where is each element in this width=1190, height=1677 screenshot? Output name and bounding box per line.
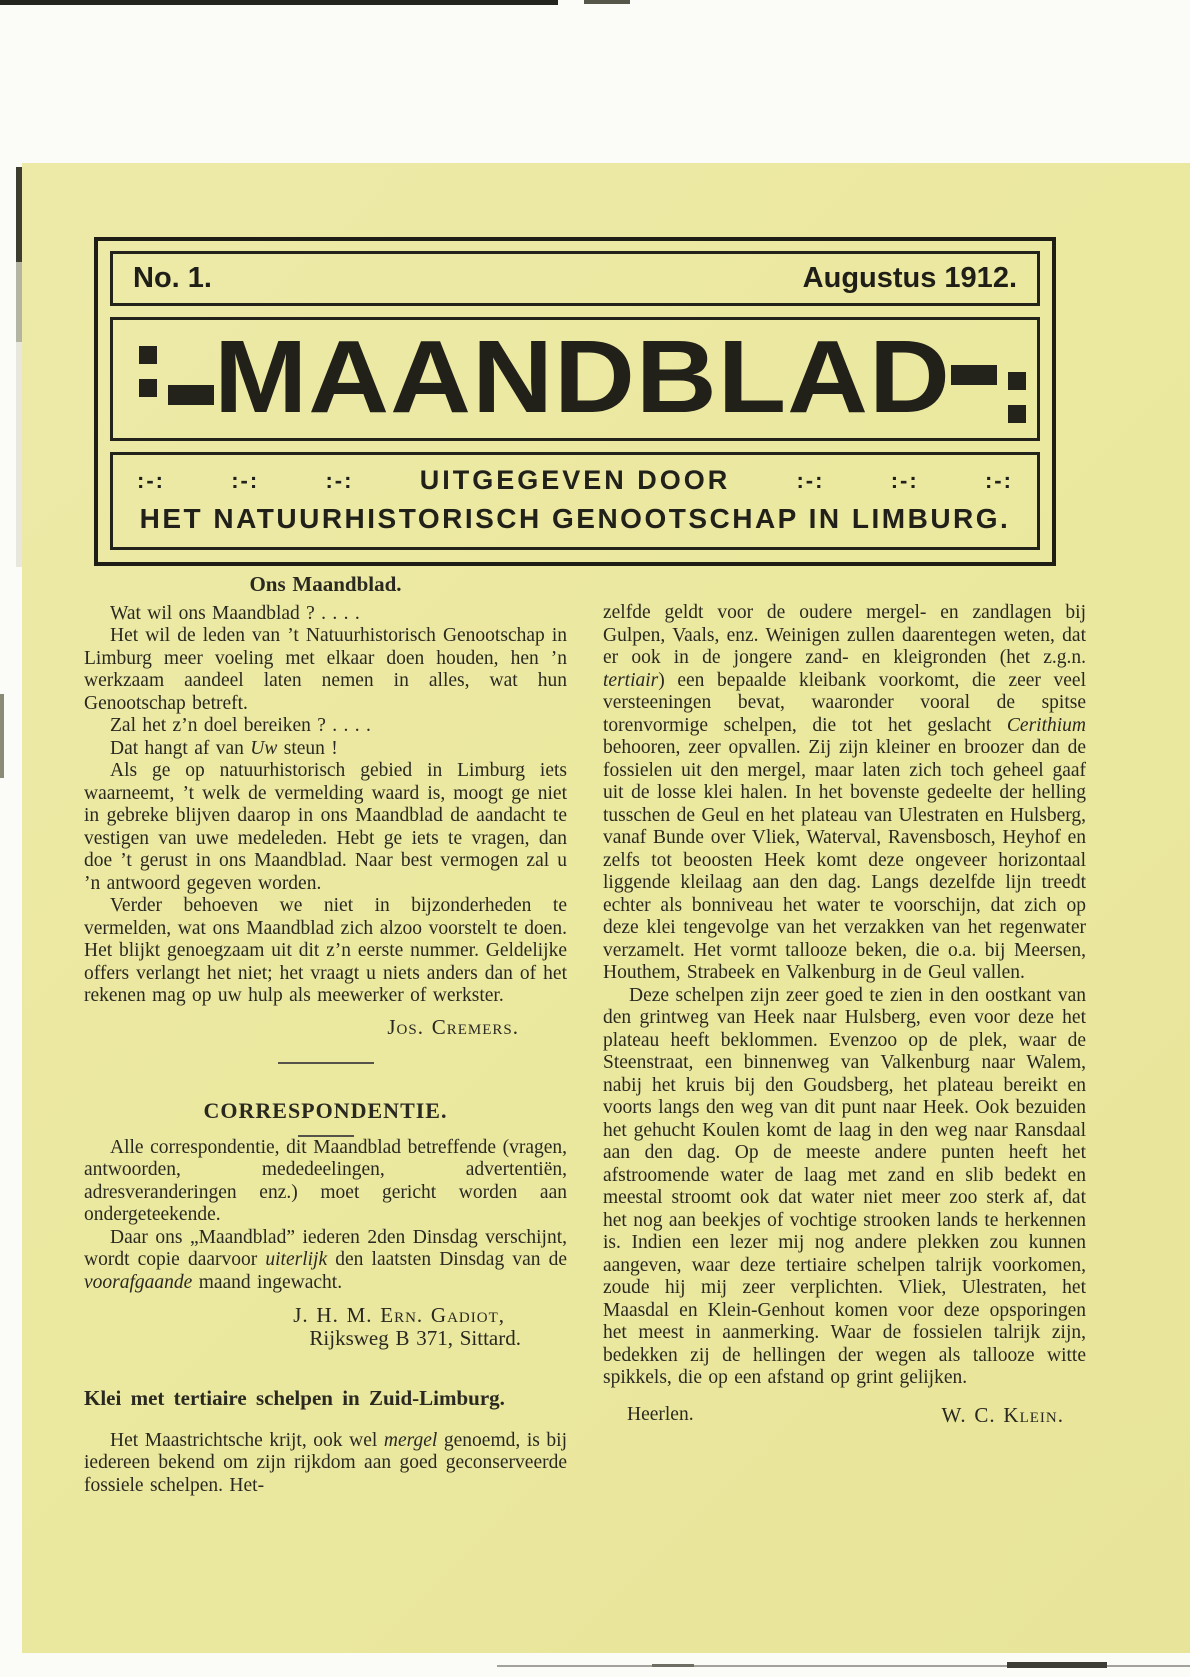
issue-date: Augustus 1912. xyxy=(802,262,1017,294)
article-heading-klei: Klei met tertiaire schelpen in Zuid-Limburg. xyxy=(84,1386,505,1410)
masthead xyxy=(94,237,1056,566)
place-name: Heerlen. xyxy=(627,1403,694,1425)
paragraph: Deze schelpen zijn zeer goed te zien in den oostkant van den grintweg van Heek naar Hulsberg, even voor deze het plateau heeft beklommen. Evenzoo op de plek, waar de Steenstraat, een binnenweg van Valkenburg naar Walem, nabij het kruis bij den Goudsberg, het plateau bereikt en voorts langs den weg van dit punt naar Heek. Ook bezuiden het gehucht Koulen komt de laag in den weg naar Ransdaal aan den dag. Op de meeste andere punten heeft het afstroomende water de laag met zand en slib bedekt en meestal stroomt ook dat water niet meer zoo sterk af, dat het nog aan beekjes of vochtige strooken lands te herkennen is. Indien een lezer mij nog andere plekken zou kunnen aangeven, waar deze tertiaire schelpen talrijk voorkomen, zoude hij mij zeer verplichten. Vliek, Ulestraten, het Maasdal en Klein-Genhout komen voor deze opsporingen het meest in aanmerking. Waar de fossielen talrijk zijn, bedekken zij de hellingen der wegen als tallooze witte spikkels, die op een afstand op grint gelijken. xyxy=(603,984,1086,1388)
paragraph: Alle correspondentie, dit Maandblad betreffende (vragen, antwoorden, mededeelingen, advertentiën, adresveranderingen enz.) moet gericht worden aan ondergeteekende. xyxy=(84,1136,567,1225)
paragraph: Daar ons „Maandblad” iederen 2den Dinsdag verschijnt, wordt copie daarvoor uiterlijk den laatsten Dinsdag van de voorafgaande maand ingewacht. xyxy=(84,1226,568,1293)
signature-gadiot xyxy=(84,1304,567,1349)
deco-mark: :-: xyxy=(325,467,354,493)
deco-mark: :-: xyxy=(890,467,919,493)
publisher-box xyxy=(110,452,1040,550)
paragraph: Het Maastrichtsche krijt, ook wel mergel genoemd, is bij iedereen bekend om zijn rijkdom aan goed geconserveerde fossiele schelpen. Het- xyxy=(84,1429,567,1496)
publisher-name: HET NATUURHISTORISCH GENOOTSCHAP IN LIMBURG. xyxy=(139,503,1011,534)
paragraph: Dat hangt af van Uw steun ! xyxy=(110,737,338,759)
paragraph: Wat wil ons Maandblad ? . . . . xyxy=(110,602,360,624)
scan-edge-mark xyxy=(0,694,4,778)
issue-number: No. 1. xyxy=(133,262,212,294)
title-box xyxy=(110,317,1040,441)
paragraph: Als ge op natuurhistorisch gebied in Limburg iets waarneemt, ’t welk de vermelding waard is, moogt ge niet in gebreke blijven daarop in ons Maandblad de aandacht te vestigen van uwe medeleden. Hebt ge iets te vragen, dan doe ’t gerust in ons Maandblad. Naar best vermogen zal u ’n antwoord gegeven worden. xyxy=(84,760,567,894)
paragraph: Zal het z’n doel bereiken ? . . . . xyxy=(110,715,371,736)
scan-top-rule xyxy=(0,0,558,5)
article-heading-ons-maandblad: Ons Maandblad. xyxy=(249,572,402,596)
left-column xyxy=(84,573,567,1497)
paragraph: Verder behoeven we niet in bijzonderheden te vermelden, wat ons Maandblad zich alzoo voorstelt te doen. Het blijkt genoegzaam uit dit z’n eerste nummer. Geldelijke offers verlangt het niet; het vraagt u niets anders dan of het rekenen mag op uw hulp als meewerker of werkster. xyxy=(84,895,567,1006)
scan-bottom-dark-segment xyxy=(1007,1662,1107,1668)
paragraph: Het wil de leden van ’t Natuurhistorisch Genootschap in Limburg meer voeling met elkaar doen houden, hen ’n werkzaam aandeel laten nemen in alles, wat hun Genootschap betreft. xyxy=(84,625,567,714)
article-footer xyxy=(603,1404,1086,1427)
signature-address: Rijksweg B 371, Sittard. xyxy=(309,1325,521,1350)
publisher-line-1 xyxy=(137,465,1013,496)
paragraph: zelfde geldt voor de oudere mergel- en zandlagen bij Gulpen, Vaals, enz. Weinigen zullen daarentegen weten, dat er ook in de jongere zand- en kleigronden (het z.g.n. tertiair) een bepaalde kleibank voorkomt, die zeer veel versteeningen bevat, waaronder vooral de spitse torenvormige schelpen, die tot het geslacht Cerithium behooren, zeer opvallen. Zij zijn kleiner en broozer dan de fossielen uit den mergel, maar laten zich toch geheel gaaf uit de losse klei halen. In het bovenste gedeelte der helling tusschen de Geul en het plateau van Ulestraten en Hulsberg, vanaf Bunde over Vliek, Waterval, Ravensbosch, Heyhof en zelfs tot beoosten Heek komt deze ongeveer horizontaal liggende kleilaag aan den dag. Langs dezelfde lijn treedt echter als bonniveau het water te voorschijn, dat zich op deze klei tengevolge van het verzakken van het regenwater verzamelt. Het vormt tallooze beken, die o.a. bij Meersen, Houthem, Strabeek en Valkenburg in de Geul vallen. xyxy=(603,602,1086,983)
scan-top-fleck xyxy=(584,0,630,4)
issue-box xyxy=(110,251,1040,306)
signature-name: J. H. M. Ern. Gadiot, xyxy=(293,1303,505,1327)
deco-mark: :-: xyxy=(137,467,165,493)
article-heading-correspondentie: CORRESPONDENTIE. xyxy=(203,1098,448,1123)
right-column xyxy=(603,573,1086,1497)
dash-colon-icon xyxy=(951,354,1026,405)
publisher-label: UITGEGEVEN DOOR xyxy=(419,465,731,495)
scan-bottom-tick xyxy=(652,1664,694,1667)
deco-mark: :-: xyxy=(984,467,1013,493)
section-divider xyxy=(278,1062,374,1064)
text-columns xyxy=(84,573,1086,1497)
author-name: W. C. Klein. xyxy=(941,1402,1064,1427)
magazine-page xyxy=(22,163,1190,1653)
colon-dash-icon xyxy=(139,354,214,405)
deco-mark: :-: xyxy=(796,467,825,493)
deco-mark: :-: xyxy=(231,467,260,493)
magazine-title: MAANDBLAD xyxy=(214,319,951,435)
signature-cremers: Jos. Cremers. xyxy=(387,1014,519,1039)
